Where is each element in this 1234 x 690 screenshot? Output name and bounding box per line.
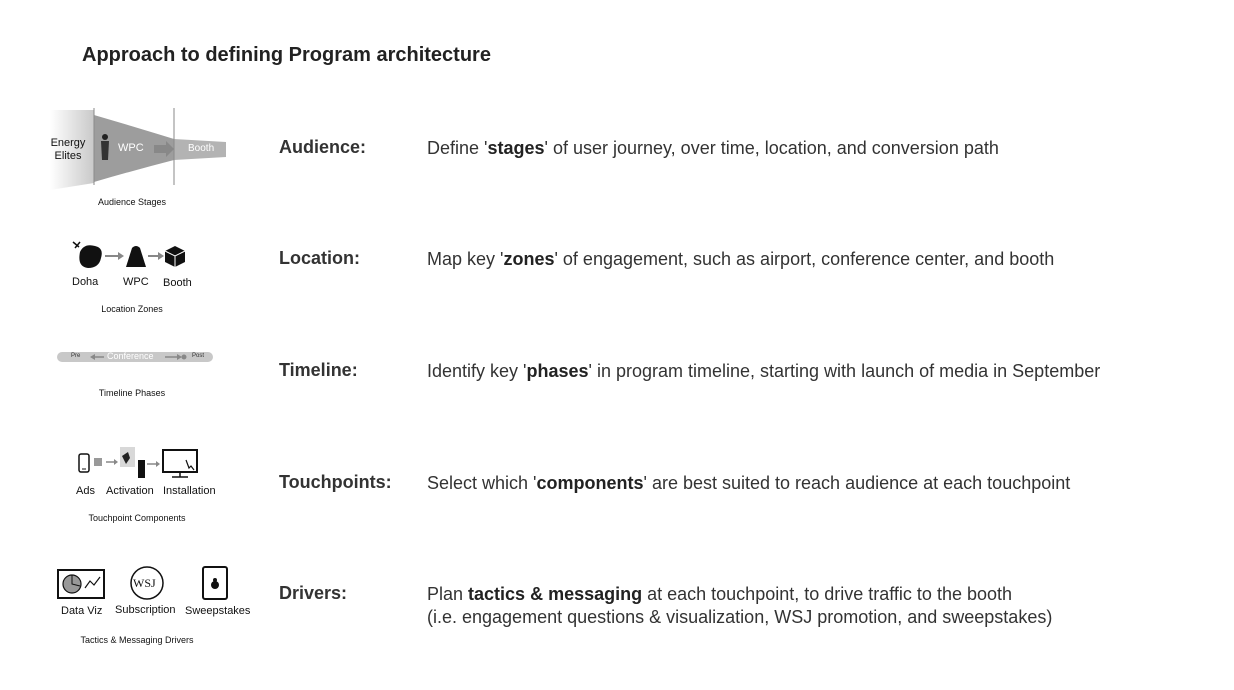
audience-label-energy: Energy <box>50 137 86 149</box>
desc-post: at each touchpoint, to drive traffic to the booth <box>642 584 1013 604</box>
desc-bold: components <box>536 473 644 493</box>
desc-bold: tactics & messaging <box>468 584 643 604</box>
drivers-label-wsj: WSJ <box>133 576 156 590</box>
drivers-label-dataviz: Data Viz <box>61 605 103 617</box>
desc-pre: Plan <box>427 584 469 604</box>
location-label-doha: Doha <box>72 276 99 288</box>
desc-bold: zones <box>503 249 555 269</box>
desc-post: ' of user journey, over time, location, and conversion path <box>544 138 999 158</box>
touchpoint-label-activation: Activation <box>106 485 154 497</box>
timeline-label-conference: Conference <box>107 351 154 361</box>
audience-stages-caption: Audience Stages <box>97 197 167 207</box>
touchpoint-label-installation: Installation <box>163 485 216 497</box>
touchpoint-label-ads: Ads <box>76 485 95 497</box>
audience-label-booth: Booth <box>188 143 215 154</box>
row-label-touchpoints: Touchpoints: <box>279 472 392 492</box>
row-desc-touchpoints <box>427 472 1070 495</box>
page-title: Approach to defining Program architecture <box>82 44 491 66</box>
location-label-booth: Booth <box>163 277 192 289</box>
row-label-drivers: Drivers: <box>279 583 348 603</box>
timeline-label-pre: Pre <box>71 353 81 359</box>
drivers-label-sweepstakes: Sweepstakes <box>185 605 251 617</box>
desc-post: ' are best suited to reach audience at each touchpoint <box>643 473 1071 493</box>
location-zones-caption: Location Zones <box>101 304 163 314</box>
desc-pre: Identify key ' <box>427 361 527 381</box>
desc-post: ' in program timeline, starting with launch of media in September <box>588 361 1101 381</box>
audience-label-elites: Elites <box>54 150 82 162</box>
location-label-wpc: WPC <box>123 276 149 288</box>
row-label-timeline: Timeline: <box>279 360 358 380</box>
row-label-location: Location: <box>279 248 360 268</box>
tactics-drivers-caption: Tactics & Messaging Drivers <box>80 635 194 645</box>
timeline-phases-caption: Timeline Phases <box>98 388 166 398</box>
desc-bold: stages <box>487 138 545 158</box>
desc-pre: Map key ' <box>427 249 504 269</box>
desc-pre: Select which ' <box>427 473 537 493</box>
touchpoint-components-icon <box>76 444 202 480</box>
location-zones-icon <box>70 238 195 273</box>
desc-pre: Define ' <box>427 138 488 158</box>
row-desc-location <box>427 248 1054 271</box>
desc-bold: phases <box>526 361 589 381</box>
row-desc-drivers <box>427 583 1052 629</box>
row-label-audience: Audience: <box>279 137 367 157</box>
audience-label-wpc: WPC <box>118 142 144 154</box>
desc-line2: (i.e. engagement questions & visualization, WSJ promotion, and sweepstakes) <box>427 607 1053 627</box>
timeline-label-post: Post <box>192 353 205 359</box>
desc-post: ' of engagement, such as airport, conference center, and booth <box>554 249 1055 269</box>
touchpoint-components-caption: Touchpoint Components <box>88 513 186 523</box>
row-desc-audience <box>427 137 999 160</box>
row-desc-timeline <box>427 360 1100 383</box>
drivers-label-subscription: Subscription <box>115 604 176 616</box>
